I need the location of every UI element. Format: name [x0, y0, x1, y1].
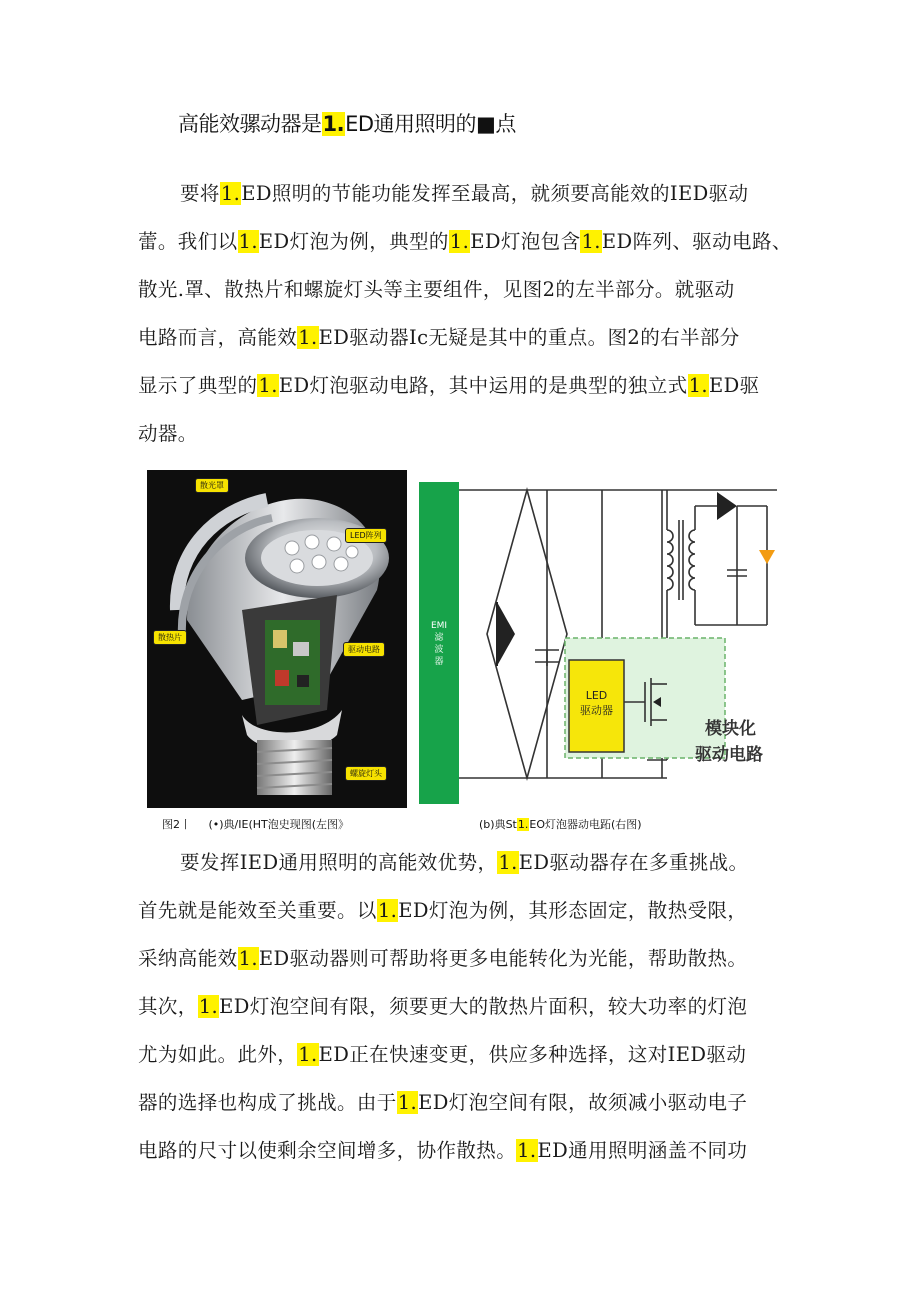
- text: ED驱: [709, 374, 760, 397]
- figure-2: [147, 470, 787, 810]
- emi-text: 器: [434, 657, 444, 667]
- emi-text: 波: [434, 645, 444, 655]
- highlight: 1.: [258, 374, 278, 397]
- text: ED灯泡为例，其形态固定，散热受限，: [398, 899, 748, 922]
- highlight: 1.: [377, 899, 398, 922]
- text: 要将: [180, 182, 220, 205]
- text: ED驱动器则可帮助将更多电能转化为光能，帮助散热。: [258, 947, 748, 970]
- label-heatsink: 散热片: [153, 630, 187, 645]
- highlight: 1.: [298, 1043, 318, 1066]
- text: ED阵列、驱动电路、: [601, 230, 792, 253]
- label-driver-circuit: 驱动电路: [343, 642, 385, 657]
- driver-circuit-diagram: [417, 470, 787, 808]
- text: 动器。: [138, 422, 198, 445]
- text: ED灯泡包含: [470, 230, 581, 253]
- text: ED驱动器存在多重挑战。: [518, 851, 749, 874]
- title-pre: 高能效骡动器是: [178, 112, 322, 136]
- text: 电路而言，高能效: [138, 326, 298, 349]
- emi-text: 滤: [434, 633, 444, 643]
- text: 散光.罩、散热片和螺旋灯头等主要组件，见图2的左半部分。就驱动: [138, 278, 735, 301]
- text: 首先就是能效至关重要。以: [138, 899, 377, 922]
- led-driver-text: LED: [585, 689, 608, 702]
- caption-right: [479, 816, 642, 832]
- para1-line-2: [138, 222, 792, 262]
- caption-highlight: 1.: [517, 818, 529, 831]
- text: 显示了典型的: [138, 374, 258, 397]
- para1-line-6: [138, 414, 198, 454]
- para2-line-5: [138, 1035, 746, 1075]
- para1-line-1: [180, 174, 748, 214]
- label-screw-base: 螺旋灯头: [345, 766, 387, 781]
- text: 其次，: [138, 995, 198, 1018]
- label-led-array: LED阵列: [345, 528, 387, 543]
- emi-filter-label: [420, 620, 458, 668]
- module-text: 驱动电路: [695, 745, 763, 765]
- para2-line-2: [138, 891, 747, 931]
- text: 尤为如此。此外，: [138, 1043, 298, 1066]
- highlight: 1.: [449, 230, 470, 253]
- para2-line-1: [180, 843, 748, 883]
- caption-text: (b)典St: [479, 818, 517, 831]
- text: ED灯泡空间有限，须要更大的散热片面积，较大功率的灯泡: [219, 995, 748, 1018]
- title-highlight: 1.: [322, 112, 345, 136]
- module-text: 模块化: [705, 719, 756, 739]
- highlight: 1.: [238, 230, 258, 253]
- para1-line-4: [138, 318, 740, 358]
- highlight: 1.: [688, 374, 708, 397]
- led-driver-text: 驱动器: [580, 704, 613, 717]
- text: 采纳高能效: [138, 947, 238, 970]
- text: ED驱动器Ic无疑是其中的重点。图2的右半部分: [318, 326, 740, 349]
- highlight: 1.: [198, 995, 219, 1018]
- highlight: 1.: [581, 230, 601, 253]
- caption-text: (•)典/IE(HT泡史现图(左图》: [208, 818, 350, 831]
- led-driver-box-label: [569, 688, 624, 718]
- emi-text: EMI: [430, 621, 448, 631]
- para1-line-3: [138, 270, 735, 310]
- text: ED灯泡为例，典型的: [258, 230, 449, 253]
- highlight: 1.: [498, 851, 518, 874]
- title-post: ED通用照明的■点: [345, 112, 516, 136]
- text: ED通用照明涵盖不同功: [537, 1139, 748, 1162]
- caption-text: EO灯泡器动电跖(右图): [529, 818, 642, 831]
- text: 电路的尺寸以使剩余空间增多，协作散热。: [138, 1139, 517, 1162]
- text: 器的选择也构成了挑战。由于: [138, 1091, 397, 1114]
- highlight: 1.: [238, 947, 258, 970]
- text: ED正在快速变更，供应多种选择，这对IED驱动: [318, 1043, 747, 1066]
- text: ED灯泡空间有限，故须减小驱动电子: [418, 1091, 748, 1114]
- highlight: 1.: [397, 1091, 418, 1114]
- highlight: 1.: [298, 326, 318, 349]
- para2-line-4: [138, 987, 747, 1027]
- para2-line-3: [138, 939, 747, 979]
- para2-line-7: [138, 1131, 747, 1171]
- highlight: 1.: [220, 182, 241, 205]
- page-title: [178, 108, 516, 138]
- para1-line-5: [138, 366, 760, 406]
- text: ED灯泡驱动电路，其中运用的是典型的独立式: [278, 374, 688, 397]
- caption-left: [162, 816, 349, 832]
- led-bulb-cutaway-image: [147, 470, 407, 808]
- label-diffuser: 散光罩: [195, 478, 229, 493]
- text: 蕾。我们以: [138, 230, 238, 253]
- module-driver-label: [695, 716, 763, 768]
- para2-line-6: [138, 1083, 747, 1123]
- text: 要发挥IED通用照明的高能效优势，: [180, 851, 498, 874]
- highlight: 1.: [517, 1139, 537, 1162]
- caption-number: 图2丨: [162, 818, 191, 831]
- text: ED照明的节能功能发挥至最高，就须要高能效的IED驱动: [241, 182, 749, 205]
